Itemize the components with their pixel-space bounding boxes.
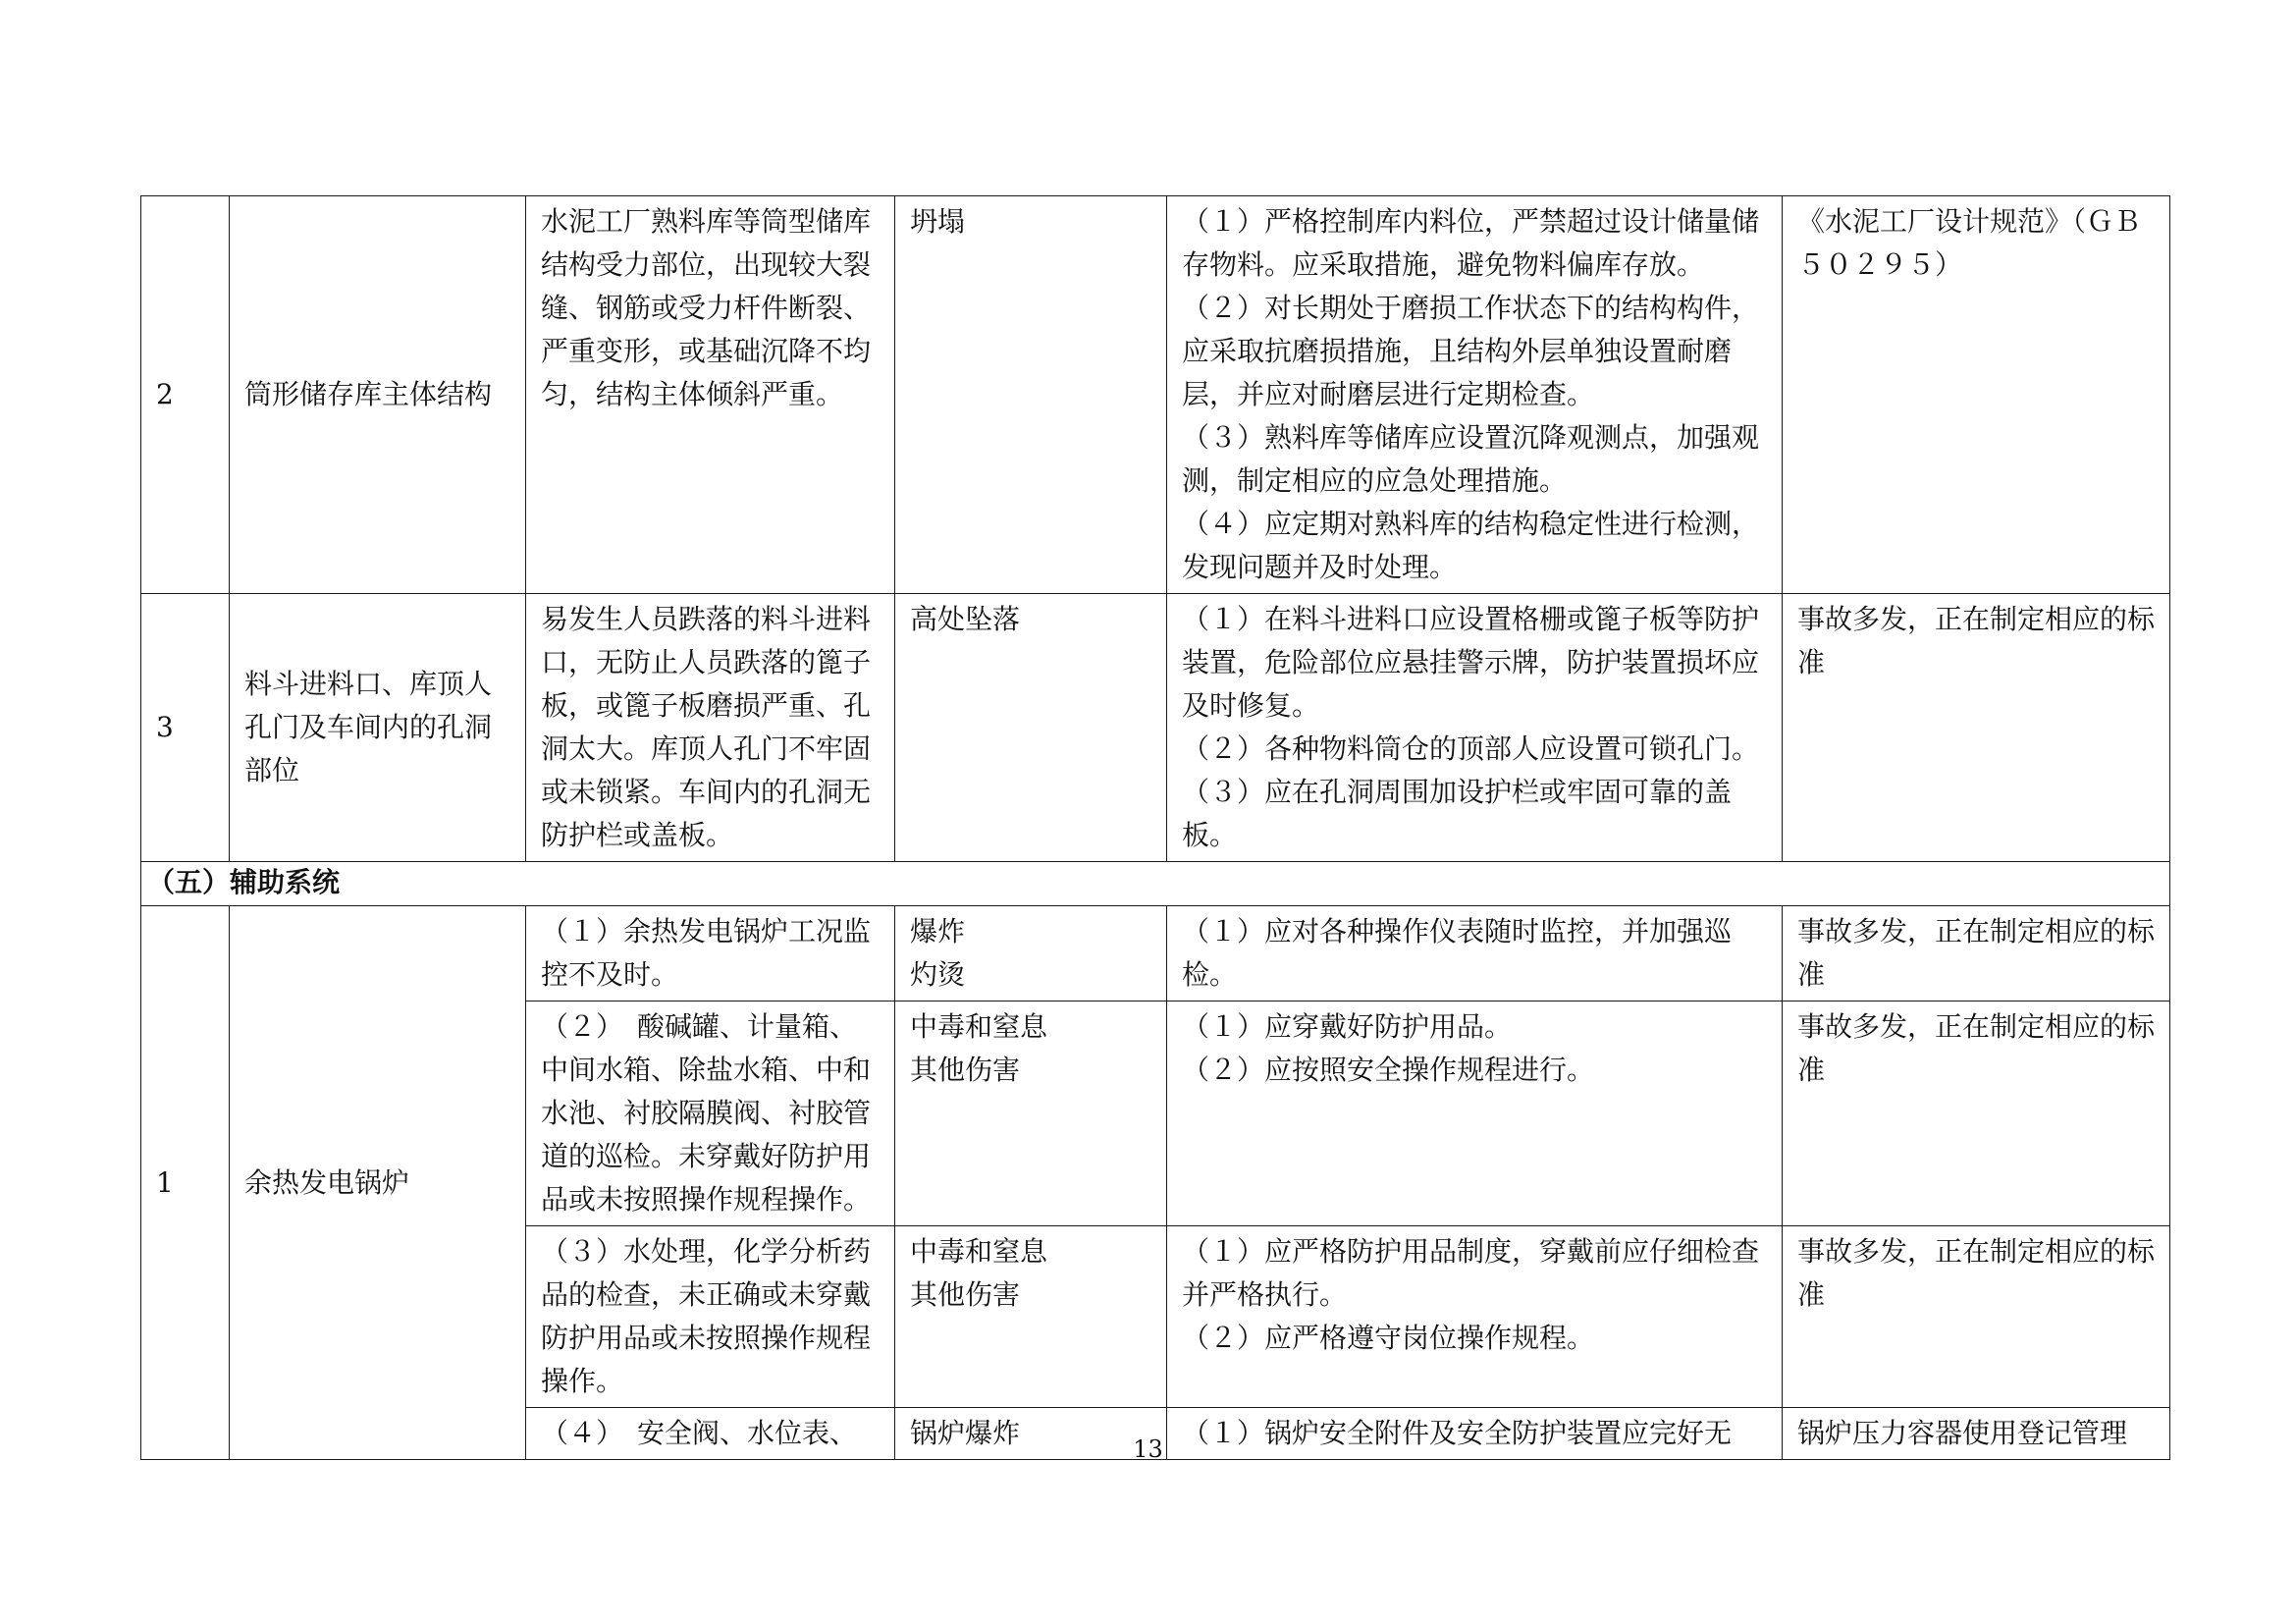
measure-line: （１）严格控制库内料位，严禁超过设计储量储存物料。应采取措施，避免物料偏库存放。 bbox=[1182, 205, 1760, 281]
section-title: （五）辅助系统 bbox=[141, 862, 2170, 906]
measure-line: （１）应穿戴好防护用品。 bbox=[1182, 1010, 1513, 1043]
accident-type bbox=[895, 1226, 1167, 1408]
item-name: 余热发电锅炉 bbox=[230, 906, 526, 1460]
measures-cell bbox=[1167, 906, 1783, 1001]
page-number: 13 bbox=[1133, 1435, 1163, 1463]
item-name: 筒形储存库主体结构 bbox=[230, 196, 526, 594]
table-row bbox=[141, 594, 2170, 862]
accident-line: 其他伤害 bbox=[910, 1054, 1021, 1086]
basis-cell: 事故多发，正在制定相应的标准 bbox=[1783, 906, 2170, 1001]
accident-line: 锅炉爆炸 bbox=[910, 1417, 1021, 1449]
measure-line: （１）锅炉安全附件及安全防护装置应完好无 bbox=[1182, 1417, 1733, 1449]
accident-line: 高处坠落 bbox=[910, 603, 1021, 635]
measure-line: （２）应按照安全操作规程进行。 bbox=[1182, 1054, 1595, 1086]
hazard-description: （３）水处理，化学分析药品的检查，未正确或未穿戴防护用品或未按照操作规程操作。 bbox=[526, 1226, 895, 1408]
item-number: 2 bbox=[141, 196, 230, 594]
accident-line: 爆炸 bbox=[910, 915, 966, 947]
measures-cell bbox=[1167, 594, 1783, 862]
hazard-description: （４） 安全阀、水位表、 bbox=[526, 1408, 895, 1460]
basis-cell: 事故多发，正在制定相应的标准 bbox=[1783, 1001, 2170, 1226]
measure-line: （３）应在孔洞周围加设护栏或牢固可靠的盖板。 bbox=[1182, 776, 1733, 851]
accident-type bbox=[895, 906, 1167, 1001]
basis-cell: 《水泥工厂设计规范》（ＧＢ５０２９５） bbox=[1783, 196, 2170, 594]
accident-type bbox=[895, 1001, 1167, 1226]
accident-line: 其他伤害 bbox=[910, 1278, 1021, 1311]
measure-line: （４）应定期对熟料库的结构稳定性进行检测，发现问题并及时处理。 bbox=[1182, 508, 1760, 583]
hazard-description: （１）余热发电锅炉工况监控不及时。 bbox=[526, 906, 895, 1001]
basis-cell: 事故多发，正在制定相应的标准 bbox=[1783, 594, 2170, 862]
measure-line: （１）在料斗进料口应设置格栅或篦子板等防护装置，危险部位应悬挂警示牌，防护装置损坏应及时修复。 bbox=[1182, 603, 1760, 722]
basis-cell: 锅炉压力容器使用登记管理 bbox=[1783, 1408, 2170, 1460]
measure-line: （１）应对各种操作仪表随时监控，并加强巡检。 bbox=[1182, 915, 1733, 991]
accident-type bbox=[895, 594, 1167, 862]
table-row bbox=[141, 906, 2170, 1001]
accident-type bbox=[895, 196, 1167, 594]
hazard-description: 水泥工厂熟料库等筒型储库结构受力部位，出现较大裂缝、钢筋或受力杆件断裂、严重变形，或基础沉降不均匀，结构主体倾斜严重。 bbox=[526, 196, 895, 594]
measures-cell bbox=[1167, 196, 1783, 594]
accident-line: 中毒和窒息 bbox=[910, 1235, 1048, 1268]
item-number: 3 bbox=[141, 594, 230, 862]
measures-cell bbox=[1167, 1001, 1783, 1226]
measure-line: （２）应严格遵守岗位操作规程。 bbox=[1182, 1322, 1595, 1354]
hazard-description: （２） 酸碱罐、计量箱、中间水箱、除盐水箱、中和水池、衬胶隔膜阀、衬胶管道的巡检。未穿戴好防护用品或未按照操作规程操作。 bbox=[526, 1001, 895, 1226]
hazard-table bbox=[140, 195, 2170, 1460]
accident-line: 坍塌 bbox=[910, 205, 966, 238]
hazard-description: 易发生人员跌落的料斗进料口，无防止人员跌落的篦子板，或篦子板磨损严重、孔洞太大。库顶人孔门不牢固或未锁紧。车间内的孔洞无防护栏或盖板。 bbox=[526, 594, 895, 862]
measure-line: （１）应严格防护用品制度，穿戴前应仔细检查并严格执行。 bbox=[1182, 1235, 1760, 1311]
accident-line: 灼烫 bbox=[910, 958, 966, 991]
basis-cell: 事故多发，正在制定相应的标准 bbox=[1783, 1226, 2170, 1408]
measure-line: （２）各种物料筒仓的顶部人应设置可锁孔门。 bbox=[1182, 732, 1760, 765]
measure-line: （２）对长期处于磨损工作状态下的结构构件，应采取抗磨损措施，且结构外层单独设置耐磨层，并应对耐磨层进行定期检查。 bbox=[1182, 292, 1760, 410]
item-number: 1 bbox=[141, 906, 230, 1460]
measure-line: （３）熟料库等储库应设置沉降观测点，加强观测，制定相应的应急处理措施。 bbox=[1182, 421, 1760, 497]
measures-cell bbox=[1167, 1226, 1783, 1408]
table-row bbox=[141, 196, 2170, 594]
section-header-row bbox=[141, 862, 2170, 906]
accident-line: 中毒和窒息 bbox=[910, 1010, 1048, 1043]
item-name: 料斗进料口、库顶人孔门及车间内的孔洞部位 bbox=[230, 594, 526, 862]
